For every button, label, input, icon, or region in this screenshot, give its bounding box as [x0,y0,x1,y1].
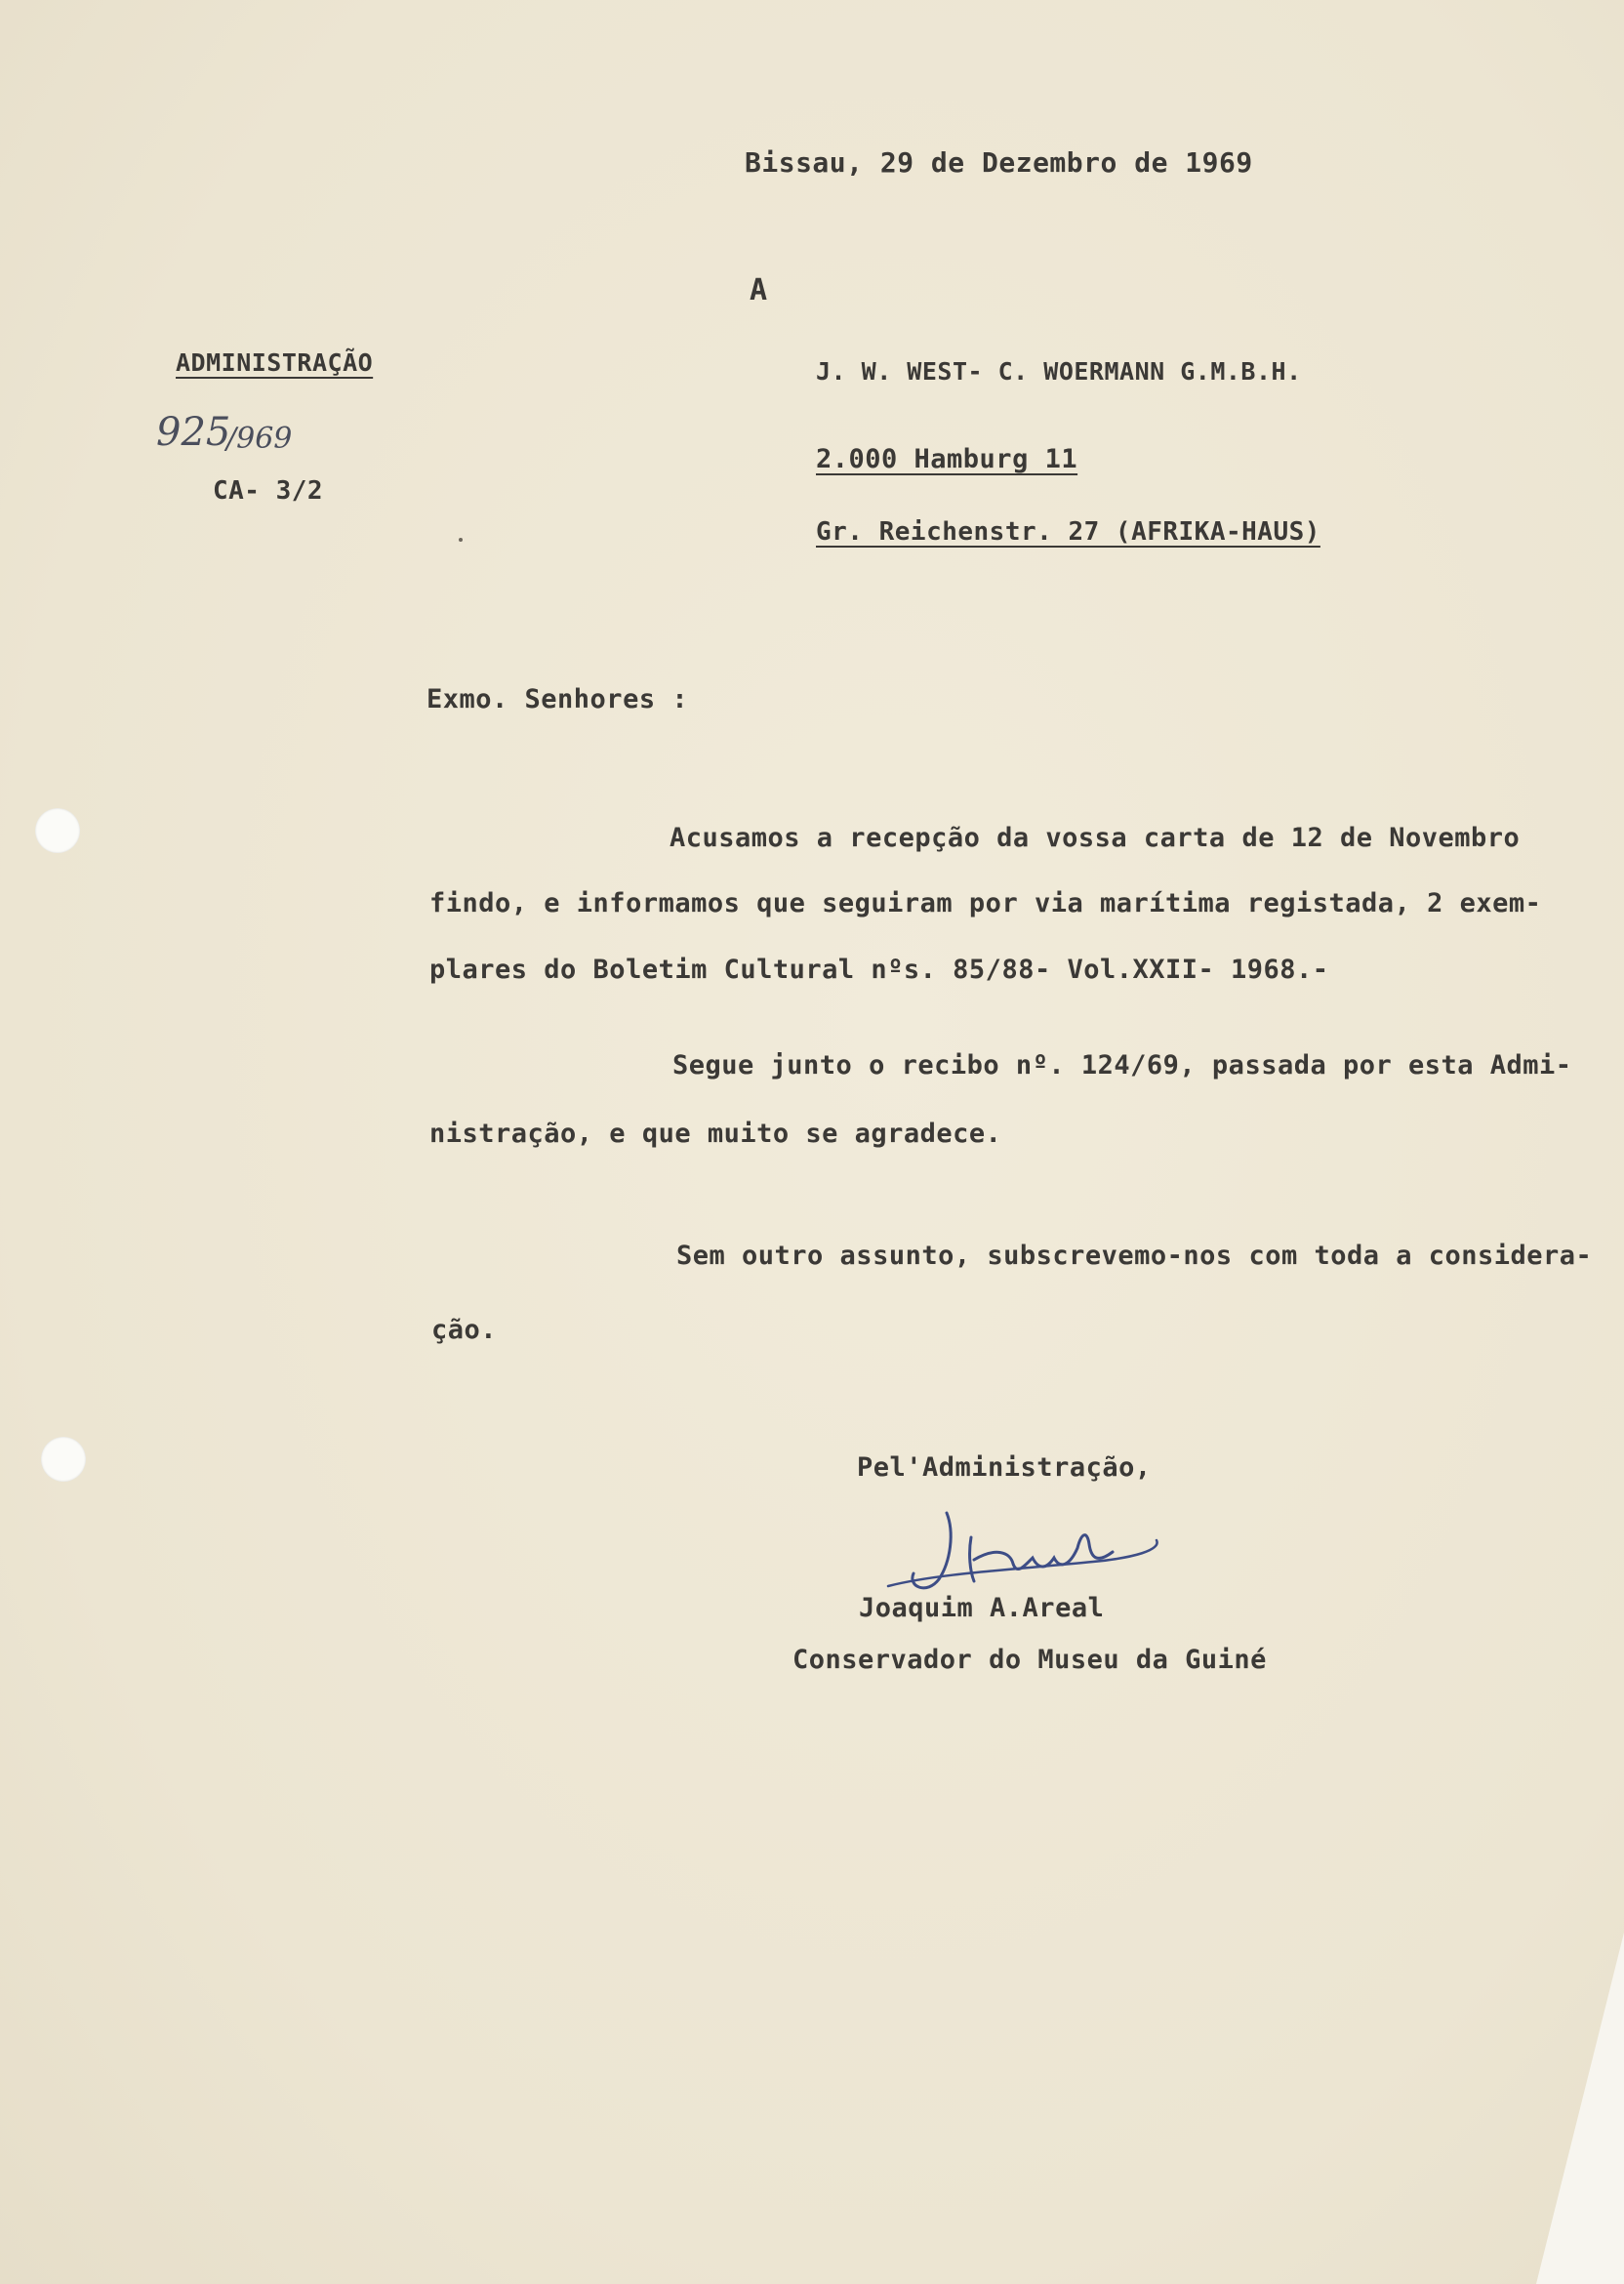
sender-department: ADMINISTRAÇÃO [176,348,374,377]
closing-line: Pel'Administração, [857,1452,1152,1483]
salutation: Exmo. Senhores : [426,684,689,714]
stray-mark [459,538,463,542]
reference-year-handwritten: /969 [226,422,293,456]
recipient-city: 2.000 Hamburg 11 [816,444,1078,474]
handwritten-signature [878,1493,1171,1601]
paragraph-1-line-2: findo, e informamos que seguiram por via marítima registada, 2 exem- [429,888,1542,918]
filing-code: CA- 3/2 [213,476,324,506]
recipient-marker: A [750,273,768,307]
signatory-name: Joaquim A.Areal [859,1593,1105,1623]
date-line: Bissau, 29 de Dezembro de 1969 [745,146,1253,179]
recipient-street: Gr. Reichenstr. 27 (AFRIKA-HAUS) [816,517,1320,547]
paragraph-1-line-1: Acusamos a recepção da vossa carta de 12 de Novembro [670,823,1521,853]
paragraph-2-line-1: Segue junto o recibo nº. 124/69, passada por esta Admi- [672,1050,1572,1081]
signatory-title: Conservador do Museu da Guiné [792,1645,1267,1675]
reference-number-handwritten: 925 [156,410,231,455]
paragraph-1-line-3: plares do Boletim Cultural nºs. 85/88- Vol.XXII- 1968.- [429,955,1329,985]
paper-corner-fold [1536,1933,1624,2284]
paragraph-2-line-2: nistração, e que muito se agradece. [429,1119,1002,1149]
paragraph-3-line-1: Sem outro assunto, subscrevemo-nos com toda a considera- [676,1241,1593,1271]
recipient-name: J. W. WEST- C. WOERMANN G.M.B.H. [816,357,1302,386]
punch-hole-bottom [41,1437,86,1482]
paragraph-3-line-2: ção. [431,1315,498,1345]
punch-hole-top [35,808,80,853]
